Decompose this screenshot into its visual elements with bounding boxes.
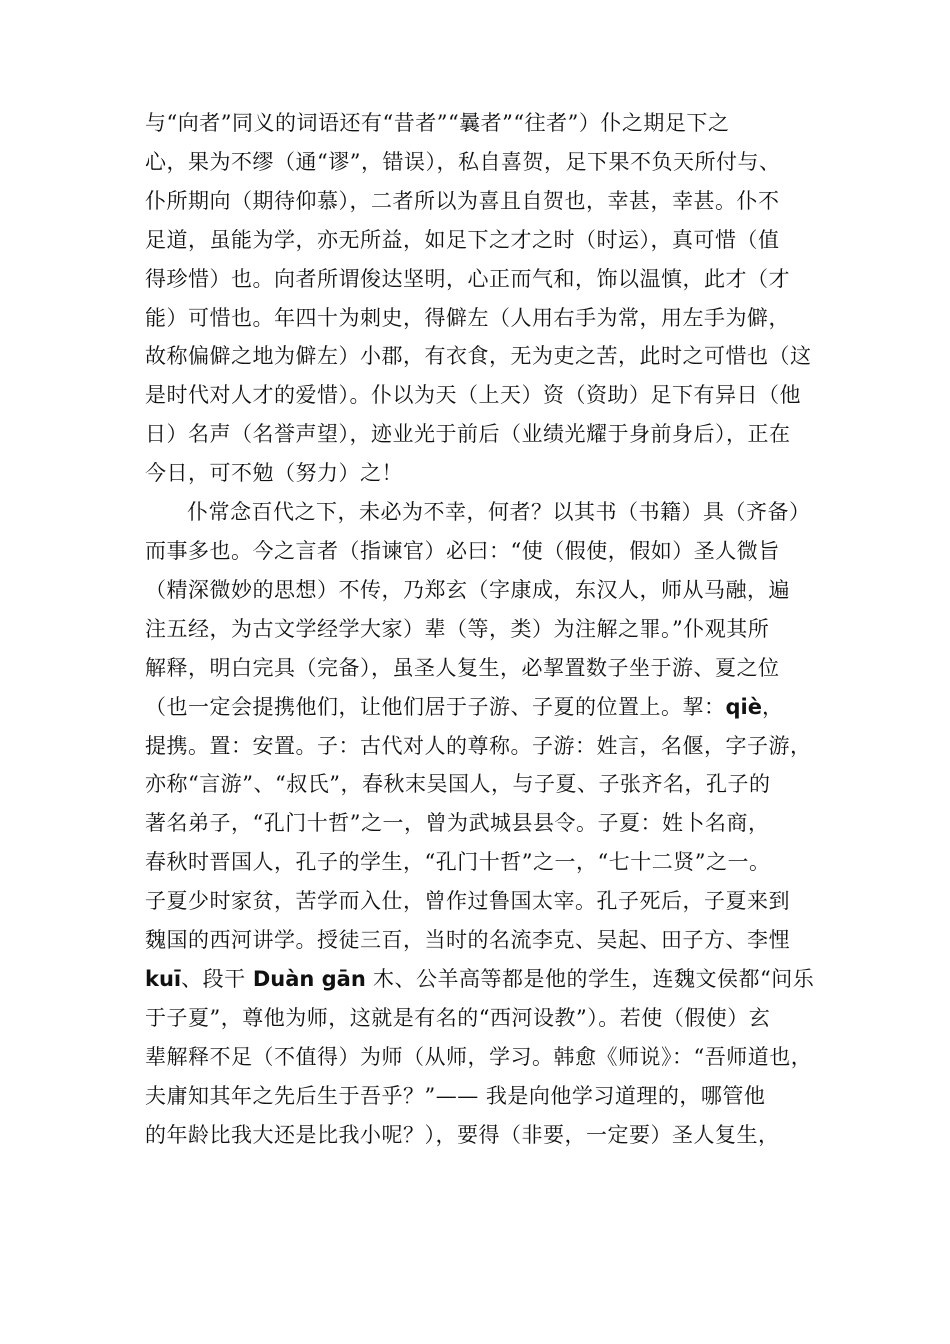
pinyin-annotation: kuī [145, 966, 182, 991]
paragraph-2 [145, 493, 815, 1154]
text-line: 今日，可不勉（努力）之！ [145, 461, 403, 486]
text-segment: 、段干 [181, 966, 246, 991]
text-line: 注五经，为古文学经学大家）辈（等，类）为注解之罪。”仆观其所 [145, 616, 770, 641]
text-line: 辈解释不足（不值得）为师（从师，学习。韩愈《师说》：“吾师道也， [145, 1044, 813, 1069]
text-line: 足道，虽能为学，亦无所益，如足下之才之时（时运），真可惜（值 [145, 227, 780, 252]
text-line: 著名弟子，“孔门十哲”之一，曾为武城县县令。子夏：姓卜名商， [145, 811, 770, 836]
text-line: 的年龄比我大还是比我小呢？），要得（非要，一定要）圣人复生， [145, 1122, 780, 1147]
text-line: 仆所期向（期待仰慕），二者所以为喜且自贺也，幸甚，幸甚。仆不 [145, 188, 780, 213]
pinyin-annotation: qiè [725, 694, 762, 719]
paragraph-1 [145, 104, 812, 493]
text-line: 于子夏”，尊他为师，这就是有名的“西河设教”）。若使（假使）玄 [145, 1005, 771, 1030]
text-line: 夫庸知其年之先后生于吾乎？”—— 我是向他学习道理的，哪管他 [145, 1083, 766, 1108]
text-line: 提携。置：安置。子：古代对人的尊称。子游：姓言，名偃，字子游， [145, 733, 812, 758]
text-line: 仆常念百代之下，未必为不幸，何者？以其书（书籍）具（齐备） [187, 500, 811, 525]
text-line: 魏国的西河讲学。授徒三百，当时的名流李克、吴起、田子方、李悝 [145, 928, 790, 953]
text-segment: ， [761, 694, 784, 719]
document-page [145, 104, 815, 1154]
text-line: （精深微妙的思想）不传，乃郑玄（字康成，东汉人，师从马融，遍 [145, 577, 790, 602]
text-line [145, 960, 815, 999]
text-segment: 木、公羊高等都是他的学生，连魏文侯都“问乐 [372, 966, 815, 991]
text-line: 故称偏僻之地为僻左）小郡，有衣食，无为吏之苦，此时之可惜也（这 [145, 344, 812, 369]
text-line: 亦称“言游”、“叔氏”，春秋末吴国人，与子夏、子张齐名，孔子的 [145, 772, 771, 797]
text-line: 子夏少时家贫，苦学而入仕，曾作过鲁国太宰。孔子死后，子夏来到 [145, 889, 790, 914]
text-line [145, 688, 809, 727]
text-line: 与“向者”同义的词语还有“昔者”“曩者”“往者”）仆之期足下之 [145, 111, 730, 135]
text-line: 能）可惜也。年四十为刺史，得僻左（人用右手为常，用左手为僻， [145, 305, 790, 330]
text-line: 解释，明白完具（完备），虽圣人复生，必挈置数子坐于游、夏之位 [145, 655, 780, 680]
text-segment: （也一定会提携他们，让他们居于子游、子夏的位置上。挈： [145, 694, 726, 719]
text-line: 春秋时晋国人，孔子的学生，“孔门十哲”之一，“七十二贤”之一。 [145, 850, 771, 875]
text-line: 心，果为不缪（通“谬”，错误），私自喜贺，足下果不负天所付与、 [145, 149, 781, 174]
text-line: 是时代对人才的爱惜）。仆以为天（上天）资（资助）足下有异日（他 [145, 383, 801, 408]
pinyin-annotation: Duàn gān [252, 966, 366, 991]
text-line: 而事多也。今之言者（指谏官）必曰：“使（假使，假如）圣人微旨 [145, 538, 780, 563]
text-line: 得珍惜）也。向者所谓俊达坚明，心正而气和，饰以温慎，此才（才 [145, 266, 790, 291]
text-line: 日）名声（名誉声望），迹业光于前后（业绩光耀于身前身后），正在 [145, 422, 791, 447]
